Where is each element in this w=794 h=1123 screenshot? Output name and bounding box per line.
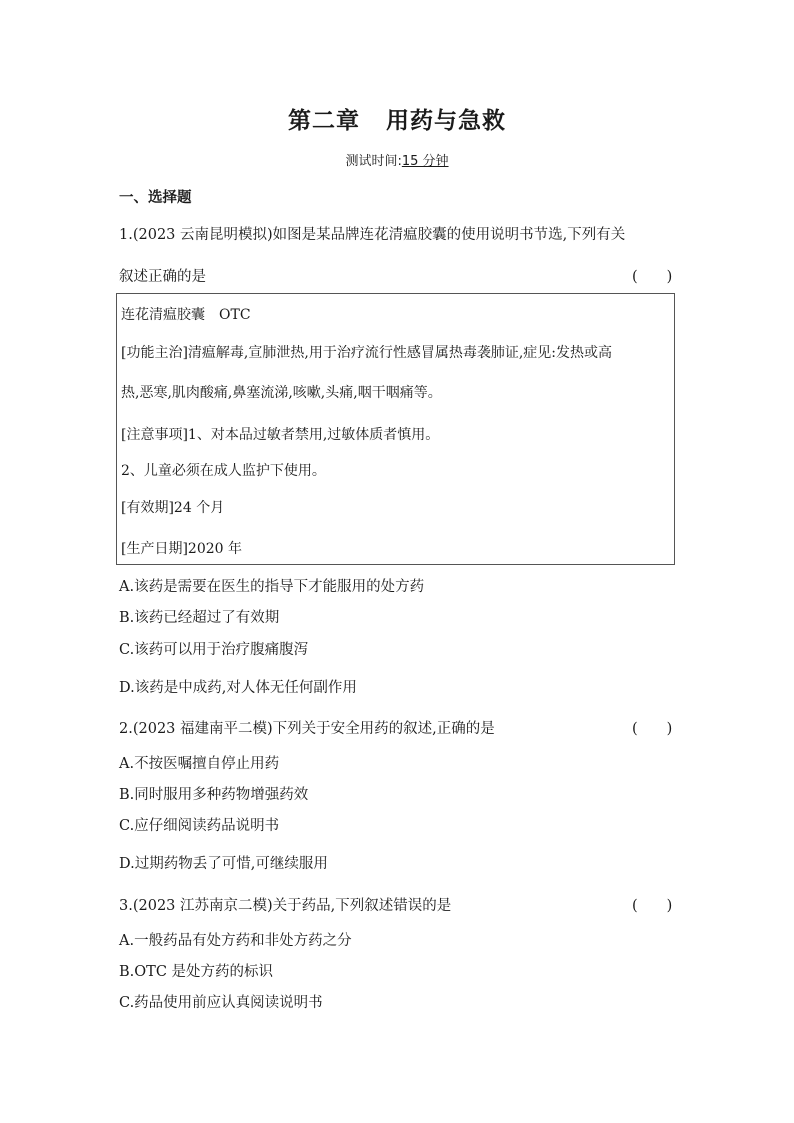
- test-time-value: 15 分钟: [401, 154, 449, 169]
- chapter-title: [0, 102, 794, 135]
- question-2-option-d: D.过期药物丢了可惜,可继续服用: [119, 856, 328, 872]
- medicine-instructions-box: [116, 293, 675, 565]
- test-time: [0, 150, 794, 169]
- question-1-stem-line2: 叙述正确的是: [119, 269, 206, 285]
- question-2-answer-blank: ( ): [632, 721, 673, 737]
- question-2-stem: 2.(2023 福建南平二模)下列关于安全用药的叙述,正确的是: [119, 721, 495, 737]
- chapter-number: 第二章: [288, 108, 360, 134]
- question-3-option-a: A.一般药品有处方药和非处方药之分: [119, 933, 352, 949]
- question-3-stem: 3.(2023 江苏南京二模)关于药品,下列叙述错误的是: [119, 898, 452, 914]
- question-3-option-c: C.药品使用前应认真阅读说明书: [119, 995, 323, 1011]
- box-line: 热,恶寒,肌肉酸痛,鼻塞流涕,咳嗽,头痛,咽干咽痛等。: [121, 385, 442, 401]
- box-line: [功能主治]清瘟解毒,宣肺泄热,用于治疗流行性感冒属热毒袭肺证,症见:发热或高: [121, 345, 612, 361]
- question-1-option-b: B.该药已经超过了有效期: [119, 610, 280, 626]
- section-heading: 一、选择题: [119, 190, 192, 206]
- chapter-name: 用药与急救: [386, 108, 506, 134]
- test-time-label: 测试时间:: [345, 154, 402, 169]
- question-1-stem-line1: 1.(2023 云南昆明模拟)如图是某品牌连花清瘟胶囊的使用说明书节选,下列有关: [119, 227, 626, 243]
- box-line: 连花清瘟胶囊 OTC: [121, 307, 251, 323]
- box-line: [注意事项]1、对本品过敏者禁用,过敏体质者慎用。: [121, 427, 440, 443]
- question-1-option-d: D.该药是中成药,对人体无任何副作用: [119, 680, 357, 696]
- box-line: [有效期]24 个月: [121, 500, 225, 516]
- question-1-answer-blank: ( ): [632, 269, 673, 285]
- question-2-option-c: C.应仔细阅读药品说明书: [119, 818, 280, 834]
- question-1-option-c: C.该药可以用于治疗腹痛腹泻: [119, 642, 309, 658]
- question-3-option-b: B.OTC 是处方药的标识: [119, 964, 274, 980]
- box-line: [生产日期]2020 年: [121, 541, 243, 557]
- question-1-option-a: A.该药是需要在医生的指导下才能服用的处方药: [119, 579, 425, 595]
- question-2-option-a: A.不按医嘱擅自停止用药: [119, 756, 280, 772]
- question-3-answer-blank: ( ): [632, 898, 673, 914]
- question-2-option-b: B.同时服用多种药物增强药效: [119, 787, 309, 803]
- box-line: 2、儿童必须在成人监护下使用。: [121, 463, 326, 479]
